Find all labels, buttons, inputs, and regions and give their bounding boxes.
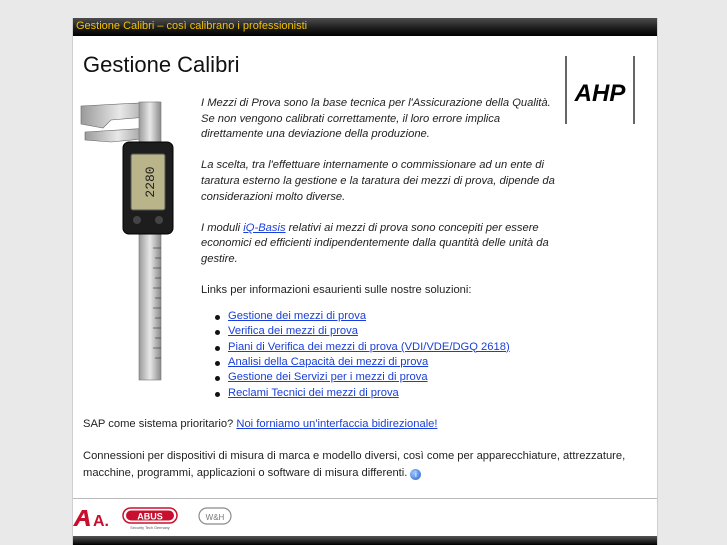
header-bar bbox=[73, 18, 657, 36]
solution-links bbox=[201, 309, 561, 401]
caliper-display: 2280 bbox=[143, 166, 158, 198]
partner-logo-a[interactable] bbox=[73, 508, 107, 528]
sap-section bbox=[83, 416, 653, 433]
iq-basis-link[interactable]: iQ-Basis bbox=[243, 221, 286, 234]
caliper-image bbox=[81, 98, 191, 380]
footer-bar bbox=[73, 536, 657, 545]
list-item bbox=[228, 370, 561, 385]
intro-paragraph-1: I Mezzi di Prova sono la base tecnica per l'Assicurazione della Qualità. Se non vengono calibrati correttamente, il loro errore implica direttamente una deviazione della produzione. bbox=[201, 97, 551, 141]
page-title: Gestione Calibri bbox=[83, 52, 240, 77]
intro-paragraph-3: I moduli iQ-Basis relativi ai mezzi di prova sono concepiti per essere economici ed efficienti indipendentemente dalla quantità delle unità da gestire. bbox=[201, 221, 549, 265]
partner-logo-a-text: A. bbox=[93, 513, 109, 530]
list-item bbox=[228, 340, 561, 355]
list-item bbox=[228, 355, 561, 370]
intro-paragraph-2: La scelta, tra l'effettuare internamente o commissionare ad un ente di taratura esterno la gestione e la taratura dei mezzi di prova, dipende da considerazioni molto diverse. bbox=[201, 159, 555, 203]
link-piani-verifica[interactable]: Piani di Verifica dei mezzi di prova (VDI/VDE/DGQ 2618) bbox=[228, 340, 510, 353]
wh-logo[interactable] bbox=[197, 507, 235, 531]
link-analisi-capacita[interactable]: Analisi della Capacità dei mezzi di prova bbox=[228, 355, 429, 368]
link-gestione-mezzi[interactable]: Gestione dei mezzi di prova bbox=[228, 309, 367, 322]
sap-text: SAP come sistema prioritario? bbox=[83, 418, 237, 430]
abus-subtitle: Security Tech Germany bbox=[130, 526, 170, 530]
list-item bbox=[228, 324, 561, 339]
abus-logo-text: ABUS bbox=[137, 511, 163, 522]
link-verifica-mezzi[interactable]: Verifica dei mezzi di prova bbox=[228, 325, 358, 338]
page-container bbox=[72, 18, 658, 545]
connections-section bbox=[83, 448, 653, 481]
wh-logo-text: W&H bbox=[205, 513, 225, 522]
list-item bbox=[228, 309, 561, 324]
ahp-logo-text: AHP bbox=[574, 80, 626, 107]
sap-interface-link[interactable]: Noi forniamo un'interfaccia bidirezionale! bbox=[236, 418, 438, 430]
abus-logo[interactable] bbox=[121, 507, 181, 531]
links-intro: Links per informazioni esaurienti sulle nostre soluzioni: bbox=[201, 284, 472, 297]
connections-text: Connessioni per dispositivi di misura di marca e modello diversi, così come per apparecchiature, attrezzature, macchine, programmi, applicazioni o software di misura differenti. bbox=[83, 450, 626, 479]
info-icon[interactable]: i bbox=[410, 469, 421, 480]
link-gestione-servizi[interactable]: Gestione dei Servizi per i mezzi di prova bbox=[228, 371, 428, 384]
footer-divider bbox=[73, 498, 657, 499]
header-tagline: Gestione Calibri – così calibrano i professionisti bbox=[76, 20, 308, 32]
link-reclami-tecnici[interactable]: Reclami Tecnici dei mezzi di prova bbox=[228, 386, 399, 399]
list-item bbox=[228, 386, 561, 401]
ahp-logo[interactable] bbox=[560, 56, 640, 124]
main-content bbox=[201, 96, 561, 401]
